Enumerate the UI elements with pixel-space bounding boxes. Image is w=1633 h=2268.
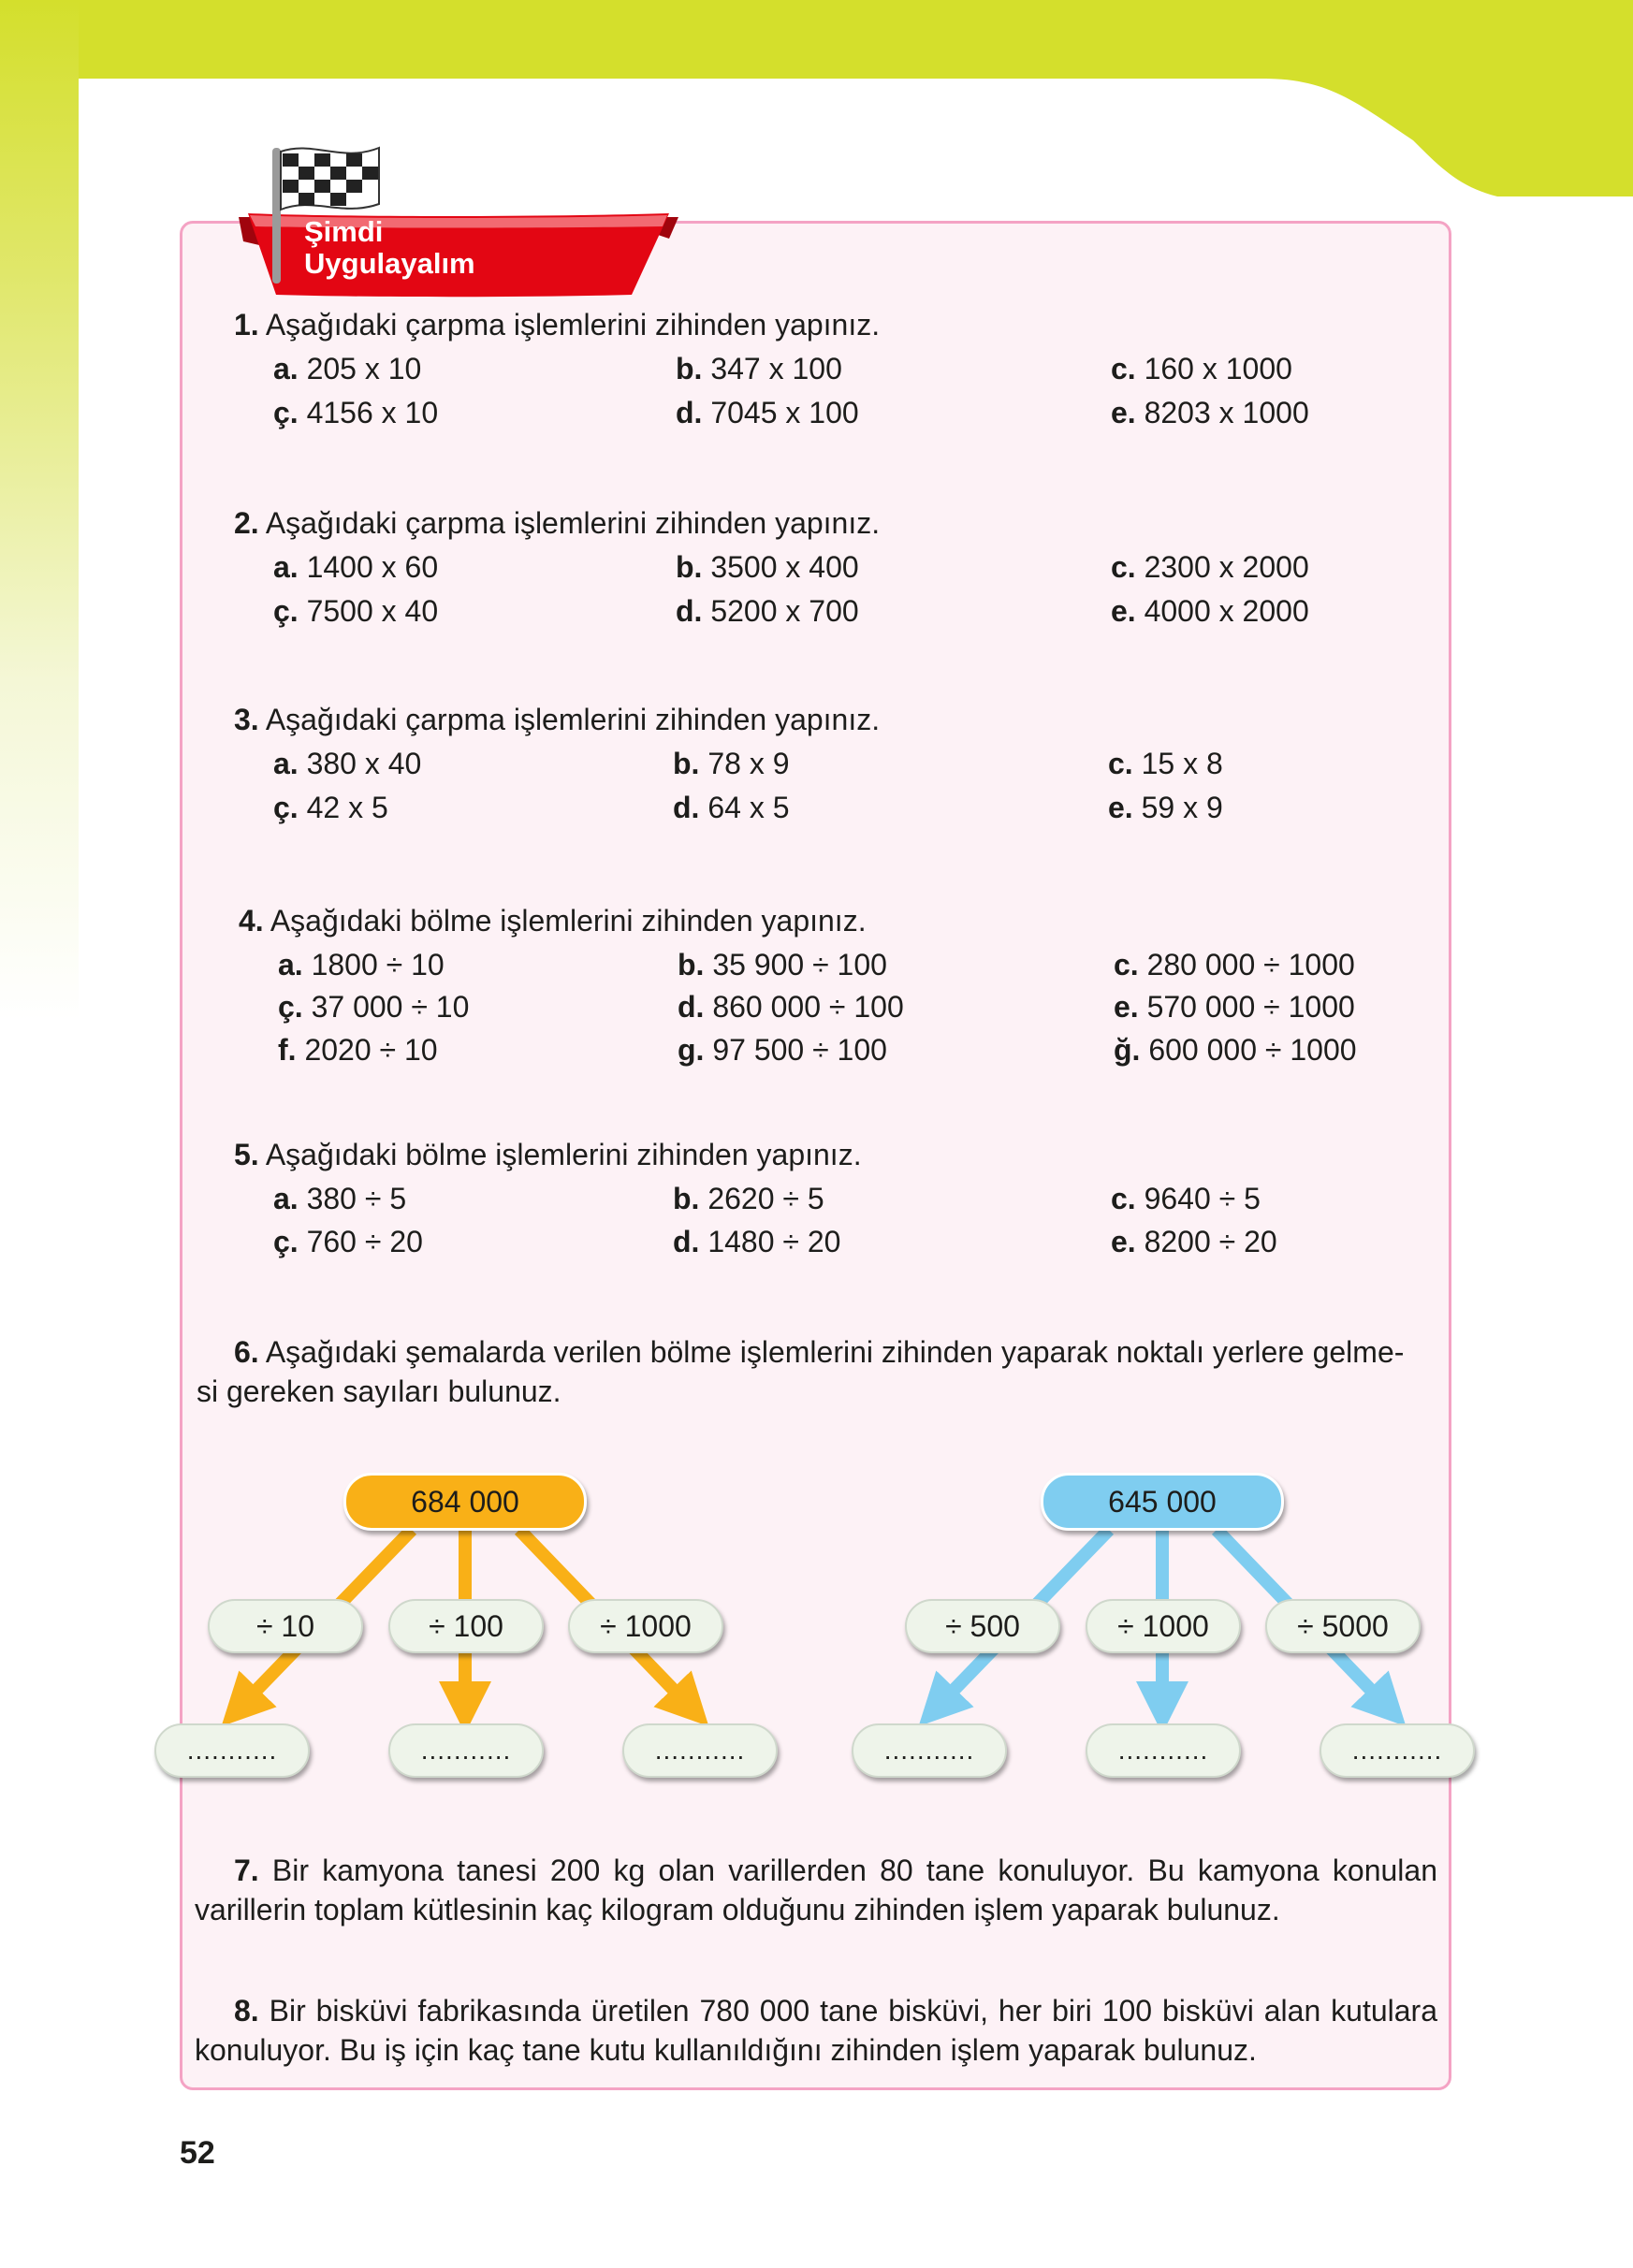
q1-item-b: b. 347 x 100 bbox=[676, 352, 842, 385]
q5-item-a: a. 380 ÷ 5 bbox=[273, 1182, 407, 1215]
tree1-op-2: ÷ 100 bbox=[388, 1599, 544, 1653]
q4-item-gg: ğ. 600 000 ÷ 1000 bbox=[1114, 1033, 1357, 1067]
tree2-root: 645 000 bbox=[1041, 1473, 1284, 1531]
question-text: Aşağıdaki bölme işlemlerini zihinden yapınız. bbox=[265, 1138, 862, 1171]
question-text: Aşağıdaki çarpma işlemlerini zihinden yapınız. bbox=[265, 308, 881, 342]
tree1-answer-1[interactable]: ........... bbox=[154, 1723, 310, 1778]
question-7 bbox=[195, 1851, 1437, 1929]
tree2-answer-2[interactable]: ........... bbox=[1086, 1723, 1241, 1778]
tree2-op-1: ÷ 500 bbox=[905, 1599, 1060, 1653]
tree2-answer-1[interactable]: ........... bbox=[852, 1723, 1007, 1778]
q4-item-cc: ç. 37 000 ÷ 10 bbox=[278, 990, 470, 1024]
q1-item-d: d. 7045 x 100 bbox=[676, 396, 859, 429]
question-number: 5. bbox=[234, 1138, 259, 1171]
question-text: Bir kamyona tanesi 200 kg olan varillerden 80 tane konuluyor. Bu kamyona konulan varillerin toplam kütlesinin kaç kilogram olduğunu zihinden işlem yaparak bulunuz. bbox=[195, 1854, 1438, 1926]
tree1-root: 684 000 bbox=[343, 1473, 587, 1531]
question-number: 2. bbox=[234, 506, 259, 540]
q3-item-b: b. 78 x 9 bbox=[673, 747, 790, 780]
q1-item-a: a. 205 x 10 bbox=[273, 352, 422, 385]
page-number: 52 bbox=[180, 2135, 215, 2171]
ribbon-title-line2: Uygulayalım bbox=[304, 247, 475, 280]
q2-item-b: b. 3500 x 400 bbox=[676, 550, 859, 584]
q4-item-a: a. 1800 ÷ 10 bbox=[278, 948, 445, 981]
question-text: Aşağıdaki çarpma işlemlerini zihinden yapınız. bbox=[265, 703, 881, 736]
q3-item-c: c. 15 x 8 bbox=[1108, 747, 1223, 780]
tree2-op-2: ÷ 1000 bbox=[1086, 1599, 1241, 1653]
q4-item-g: g. 97 500 ÷ 100 bbox=[678, 1033, 887, 1067]
q2-item-e: e. 4000 x 2000 bbox=[1111, 594, 1309, 628]
tree1-answer-2[interactable]: ........... bbox=[388, 1723, 544, 1778]
q2-item-d: d. 5200 x 700 bbox=[676, 594, 859, 628]
q2-item-c: c. 2300 x 2000 bbox=[1111, 550, 1309, 584]
q5-item-d: d. 1480 ÷ 20 bbox=[673, 1225, 841, 1258]
q2-item-cc: ç. 7500 x 40 bbox=[273, 594, 439, 628]
question-text-line2: si gereken sayıları bulunuz. bbox=[197, 1374, 561, 1408]
ribbon-title-line1: Şimdi bbox=[304, 215, 384, 248]
question-8 bbox=[195, 1991, 1437, 2070]
tree1-answer-3[interactable]: ........... bbox=[622, 1723, 778, 1778]
tree1-op-1: ÷ 10 bbox=[208, 1599, 363, 1653]
q3-item-a: a. 380 x 40 bbox=[273, 747, 422, 780]
q4-item-b: b. 35 900 ÷ 100 bbox=[678, 948, 887, 981]
question-number: 1. bbox=[234, 308, 259, 342]
tree2-op-3: ÷ 5000 bbox=[1265, 1599, 1421, 1653]
question-number: 6. bbox=[234, 1335, 259, 1369]
q4-item-d: d. 860 000 ÷ 100 bbox=[678, 990, 904, 1024]
question-number: 4. bbox=[239, 904, 264, 938]
q5-item-cc: ç. 760 ÷ 20 bbox=[273, 1225, 423, 1258]
q2-item-a: a. 1400 x 60 bbox=[273, 550, 439, 584]
q5-item-e: e. 8200 ÷ 20 bbox=[1111, 1225, 1277, 1258]
q1-item-e: e. 8203 x 1000 bbox=[1111, 396, 1309, 429]
q4-item-f: f. 2020 ÷ 10 bbox=[278, 1033, 438, 1067]
q5-item-c: c. 9640 ÷ 5 bbox=[1111, 1182, 1261, 1215]
q3-item-d: d. 64 x 5 bbox=[673, 791, 790, 824]
question-number: 7. bbox=[234, 1854, 259, 1887]
q4-item-c: c. 280 000 ÷ 1000 bbox=[1114, 948, 1355, 981]
q1-item-cc: ç. 4156 x 10 bbox=[273, 396, 439, 429]
q4-item-e: e. 570 000 ÷ 1000 bbox=[1114, 990, 1355, 1024]
question-text: Bir bisküvi fabrikasında üretilen 780 000 tane bisküvi, her biri 100 bisküvi alan kutulara konuluyor. Bu iş için kaç tane kutu kullanıldığını zihinden işlem yaparak bulunuz. bbox=[195, 1994, 1438, 2067]
question-number: 3. bbox=[234, 703, 259, 736]
q3-item-e: e. 59 x 9 bbox=[1108, 791, 1223, 824]
tree2-answer-3[interactable]: ........... bbox=[1320, 1723, 1475, 1778]
question-number: 8. bbox=[234, 1994, 259, 2028]
q1-item-c: c. 160 x 1000 bbox=[1111, 352, 1292, 385]
tree1-op-3: ÷ 1000 bbox=[568, 1599, 723, 1653]
q3-item-cc: ç. 42 x 5 bbox=[273, 791, 388, 824]
question-text-line1: Aşağıdaki şemalarda verilen bölme işlemlerini zihinden yaparak noktalı yerlere gelme- bbox=[265, 1335, 1405, 1369]
question-text: Aşağıdaki çarpma işlemlerini zihinden yapınız. bbox=[265, 506, 881, 540]
q5-item-b: b. 2620 ÷ 5 bbox=[673, 1182, 824, 1215]
question-text: Aşağıdaki bölme işlemlerini zihinden yapınız. bbox=[270, 904, 867, 938]
